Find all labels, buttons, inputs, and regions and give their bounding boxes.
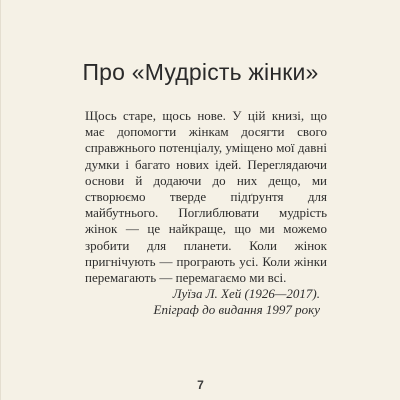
epigraph-author: Луїза Л. Хей (1926—2017). [172, 286, 320, 301]
page-number: 7 [197, 378, 204, 392]
epigraph-source: Епіграф до видання 1997 року [153, 302, 320, 317]
page-title: Про «Мудрість жінки» [82, 59, 319, 85]
body-paragraph: Щось старе, щось нове. У цій книзі, що має допомогти жінкам досягти свого справжнього потенціалу, уміщено мої давні думки і багато нових ідей. Переглядаючи основи й додаючи до них дещо, ми створюємо тверде підґрунтя для майбутнього. Поглиблювати мудрість жінок — це найкраще, що ми можемо зробити для планети. Коли жінок пригнічують — програють усі. Коли жінки перемагають — перемагаємо ми всі. [85, 108, 327, 286]
